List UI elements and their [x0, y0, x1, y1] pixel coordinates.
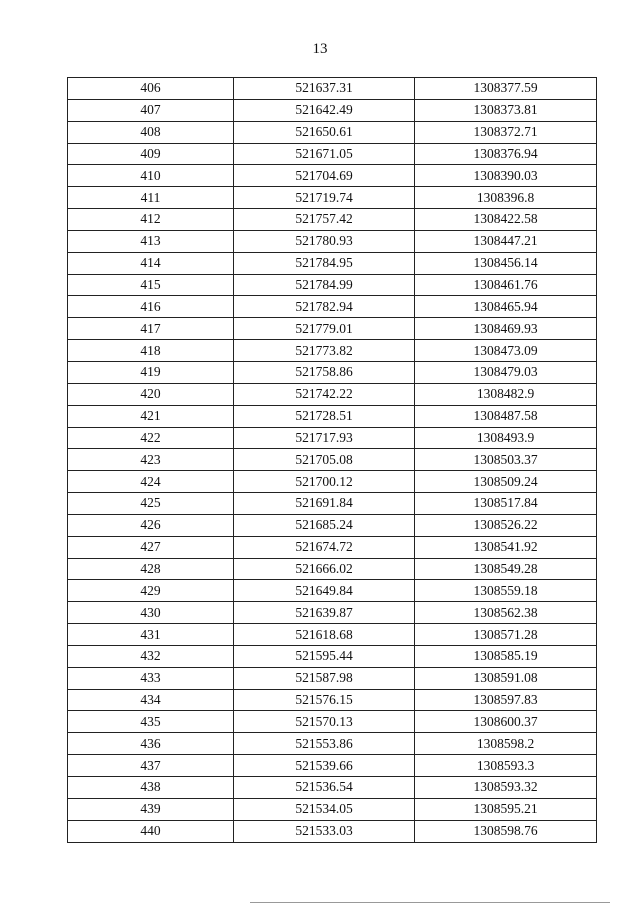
x-coordinate-cell: 521639.87 — [234, 602, 415, 624]
x-coordinate-cell: 521784.95 — [234, 252, 415, 274]
table-row — [68, 667, 597, 689]
point-number-cell: 406 — [68, 78, 234, 100]
x-coordinate-cell: 521742.22 — [234, 383, 415, 405]
y-coordinate-cell: 1308390.03 — [415, 165, 597, 187]
point-number-cell: 422 — [68, 427, 234, 449]
y-coordinate-cell: 1308593.32 — [415, 777, 597, 799]
point-number-cell: 416 — [68, 296, 234, 318]
table-row — [68, 602, 597, 624]
point-number-cell: 435 — [68, 711, 234, 733]
x-coordinate-cell: 521671.05 — [234, 143, 415, 165]
x-coordinate-cell: 521534.05 — [234, 798, 415, 820]
x-coordinate-cell: 521758.86 — [234, 361, 415, 383]
y-coordinate-cell: 1308526.22 — [415, 514, 597, 536]
point-number-cell: 426 — [68, 514, 234, 536]
y-coordinate-cell: 1308469.93 — [415, 318, 597, 340]
table-row — [68, 121, 597, 143]
table-row — [68, 536, 597, 558]
x-coordinate-cell: 521587.98 — [234, 667, 415, 689]
point-number-cell: 433 — [68, 667, 234, 689]
x-coordinate-cell: 521705.08 — [234, 449, 415, 471]
point-number-cell: 434 — [68, 689, 234, 711]
table-row — [68, 580, 597, 602]
point-number-cell: 438 — [68, 777, 234, 799]
table-row — [68, 820, 597, 842]
x-coordinate-cell: 521717.93 — [234, 427, 415, 449]
table-row — [68, 230, 597, 252]
x-coordinate-cell: 521674.72 — [234, 536, 415, 558]
y-coordinate-cell: 1308422.58 — [415, 209, 597, 231]
y-coordinate-cell: 1308597.83 — [415, 689, 597, 711]
point-number-cell: 436 — [68, 733, 234, 755]
y-coordinate-cell: 1308559.18 — [415, 580, 597, 602]
y-coordinate-cell: 1308571.28 — [415, 624, 597, 646]
x-coordinate-cell: 521757.42 — [234, 209, 415, 231]
x-coordinate-cell: 521553.86 — [234, 733, 415, 755]
y-coordinate-cell: 1308465.94 — [415, 296, 597, 318]
x-coordinate-cell: 521704.69 — [234, 165, 415, 187]
point-number-cell: 415 — [68, 274, 234, 296]
x-coordinate-cell: 521780.93 — [234, 230, 415, 252]
y-coordinate-cell: 1308595.21 — [415, 798, 597, 820]
table-row — [68, 274, 597, 296]
table-row — [68, 318, 597, 340]
point-number-cell: 428 — [68, 558, 234, 580]
y-coordinate-cell: 1308517.84 — [415, 493, 597, 515]
y-coordinate-cell: 1308372.71 — [415, 121, 597, 143]
y-coordinate-cell: 1308598.76 — [415, 820, 597, 842]
x-coordinate-cell: 521784.99 — [234, 274, 415, 296]
x-coordinate-cell: 521719.74 — [234, 187, 415, 209]
coordinates-table — [67, 77, 597, 843]
y-coordinate-cell: 1308585.19 — [415, 645, 597, 667]
table-row — [68, 99, 597, 121]
table-row — [68, 449, 597, 471]
x-coordinate-cell: 521691.84 — [234, 493, 415, 515]
point-number-cell: 419 — [68, 361, 234, 383]
table-row — [68, 405, 597, 427]
table-row — [68, 361, 597, 383]
table-row — [68, 777, 597, 799]
x-coordinate-cell: 521779.01 — [234, 318, 415, 340]
point-number-cell: 417 — [68, 318, 234, 340]
point-number-cell: 413 — [68, 230, 234, 252]
point-number-cell: 439 — [68, 798, 234, 820]
x-coordinate-cell: 521637.31 — [234, 78, 415, 100]
x-coordinate-cell: 521666.02 — [234, 558, 415, 580]
table-row — [68, 624, 597, 646]
table-row — [68, 558, 597, 580]
x-coordinate-cell: 521536.54 — [234, 777, 415, 799]
point-number-cell: 432 — [68, 645, 234, 667]
point-number-cell: 424 — [68, 471, 234, 493]
point-number-cell: 429 — [68, 580, 234, 602]
y-coordinate-cell: 1308373.81 — [415, 99, 597, 121]
table-row — [68, 427, 597, 449]
x-coordinate-cell: 521539.66 — [234, 755, 415, 777]
y-coordinate-cell: 1308487.58 — [415, 405, 597, 427]
x-coordinate-cell: 521728.51 — [234, 405, 415, 427]
point-number-cell: 425 — [68, 493, 234, 515]
y-coordinate-cell: 1308456.14 — [415, 252, 597, 274]
table-row — [68, 165, 597, 187]
point-number-cell: 418 — [68, 340, 234, 362]
y-coordinate-cell: 1308503.37 — [415, 449, 597, 471]
point-number-cell: 431 — [68, 624, 234, 646]
y-coordinate-cell: 1308598.2 — [415, 733, 597, 755]
table-row — [68, 493, 597, 515]
x-coordinate-cell: 521595.44 — [234, 645, 415, 667]
table-row — [68, 514, 597, 536]
x-coordinate-cell: 521773.82 — [234, 340, 415, 362]
point-number-cell: 437 — [68, 755, 234, 777]
x-coordinate-cell: 521570.13 — [234, 711, 415, 733]
coordinates-table-body — [68, 78, 597, 843]
table-row — [68, 689, 597, 711]
page-number: 13 — [312, 41, 328, 57]
table-row — [68, 143, 597, 165]
page-edge-line — [250, 902, 610, 903]
y-coordinate-cell: 1308493.9 — [415, 427, 597, 449]
table-row — [68, 798, 597, 820]
table-row — [68, 471, 597, 493]
table-row — [68, 209, 597, 231]
y-coordinate-cell: 1308461.76 — [415, 274, 597, 296]
point-number-cell: 427 — [68, 536, 234, 558]
point-number-cell: 420 — [68, 383, 234, 405]
table-row — [68, 252, 597, 274]
point-number-cell: 410 — [68, 165, 234, 187]
point-number-cell: 440 — [68, 820, 234, 842]
y-coordinate-cell: 1308447.21 — [415, 230, 597, 252]
y-coordinate-cell: 1308509.24 — [415, 471, 597, 493]
table-row — [68, 711, 597, 733]
point-number-cell: 414 — [68, 252, 234, 274]
y-coordinate-cell: 1308482.9 — [415, 383, 597, 405]
point-number-cell: 409 — [68, 143, 234, 165]
y-coordinate-cell: 1308396.8 — [415, 187, 597, 209]
x-coordinate-cell: 521700.12 — [234, 471, 415, 493]
table-row — [68, 187, 597, 209]
y-coordinate-cell: 1308549.28 — [415, 558, 597, 580]
x-coordinate-cell: 521650.61 — [234, 121, 415, 143]
point-number-cell: 407 — [68, 99, 234, 121]
point-number-cell: 411 — [68, 187, 234, 209]
point-number-cell: 421 — [68, 405, 234, 427]
x-coordinate-cell: 521618.68 — [234, 624, 415, 646]
y-coordinate-cell: 1308591.08 — [415, 667, 597, 689]
y-coordinate-cell: 1308377.59 — [415, 78, 597, 100]
x-coordinate-cell: 521685.24 — [234, 514, 415, 536]
y-coordinate-cell: 1308479.03 — [415, 361, 597, 383]
x-coordinate-cell: 521642.49 — [234, 99, 415, 121]
table-row — [68, 383, 597, 405]
x-coordinate-cell: 521782.94 — [234, 296, 415, 318]
point-number-cell: 430 — [68, 602, 234, 624]
point-number-cell: 423 — [68, 449, 234, 471]
table-row — [68, 296, 597, 318]
point-number-cell: 412 — [68, 209, 234, 231]
point-number-cell: 408 — [68, 121, 234, 143]
x-coordinate-cell: 521533.03 — [234, 820, 415, 842]
table-row — [68, 755, 597, 777]
y-coordinate-cell: 1308376.94 — [415, 143, 597, 165]
x-coordinate-cell: 521576.15 — [234, 689, 415, 711]
x-coordinate-cell: 521649.84 — [234, 580, 415, 602]
table-row — [68, 733, 597, 755]
table-row — [68, 78, 597, 100]
y-coordinate-cell: 1308541.92 — [415, 536, 597, 558]
y-coordinate-cell: 1308473.09 — [415, 340, 597, 362]
table-row — [68, 340, 597, 362]
y-coordinate-cell: 1308562.38 — [415, 602, 597, 624]
table-row — [68, 645, 597, 667]
y-coordinate-cell: 1308600.37 — [415, 711, 597, 733]
y-coordinate-cell: 1308593.3 — [415, 755, 597, 777]
